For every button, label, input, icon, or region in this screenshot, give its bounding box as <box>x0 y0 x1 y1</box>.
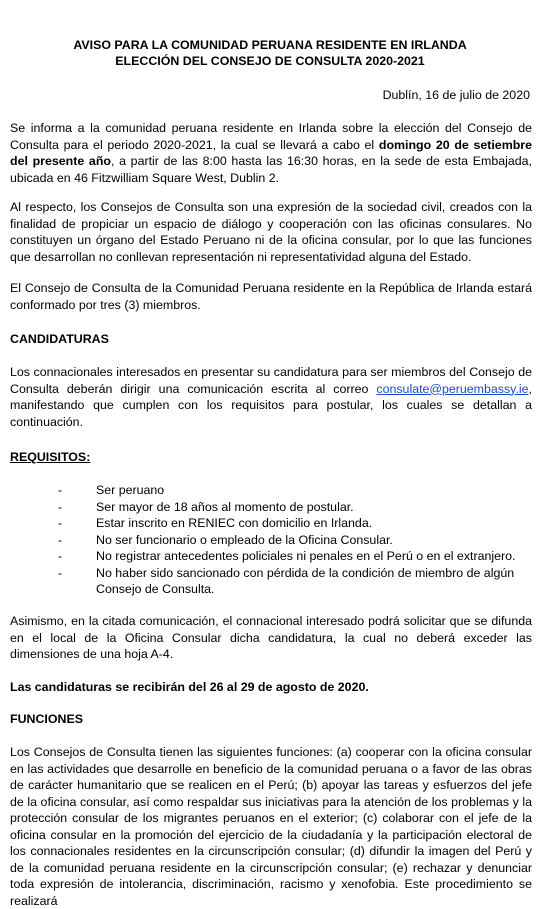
list-item: - Ser mayor de 18 años al momento de postular. <box>58 499 354 514</box>
list-item: - Ser peruano <box>58 483 165 497</box>
notice-subtitle: ELECCIÓN DEL CONSEJO DE CONSULTA 2020-2021 <box>115 54 425 68</box>
document-date: Dublín, 16 de julio de 2020 <box>382 88 530 102</box>
list-item: - No registrar antecedentes policiales ni penales en el Perú o en el extranjero. <box>58 549 516 563</box>
list-item: - No ser funcionario o empleado de la Oficina Consular. <box>58 532 393 547</box>
paragraph-intro: Se informa a la comunidad peruana residente en Irlanda sobre la elección del Consejo de Consulta para el periodo 2020-2021, la cual se llevará a cabo el domingo 20 de setiembre del presente año, a partir de las 8:00 hasta las 16:30 horas, en la sede de esta Embajada, ubicada en 46 Fitzwilliam Square West, Dublin 2. <box>10 121 532 185</box>
paragraph-candidaturas: Los connacionales interesados en presentar su candidatura para ser miembros del Consejo de Consulta deberán dirigir una comunicación escrita al correo consulate@peruembassy.ie, manifestando que cumplen con los requisitos para postular, los cuales se detallan a continuación. <box>10 365 532 429</box>
election-date-highlight: domingo 20 de setiembre del presente año <box>10 137 532 168</box>
requirements-list <box>10 482 530 598</box>
paragraph-funciones: Los Consejos de Consulta tienen las siguientes funciones: (a) cooperar con la oficina consular en las actividades que desarrolle en beneficio de la comunidad peruana o a favor de las obras de carácter humanitario que se realicen en el Perú; (b) apoyar las tareas y esfuerzos del jefe de la oficina consular, así como respaldar sus iniciativas para la atención de los problemas y la protección consular de los migrantes peruanos en el exterior; (c) colaborar con el jefe de la oficina consular en la promoción del ejercicio de la ciudadanía y la participación electoral de los connacionales residentes en la circunscripción consular; (d) difundir la imagen del Perú y de la comunidad peruana residente en la circunscripción consular; (e) rechazar y denunciar toda expresión de intolerancia, discriminación, racismo y xenofobia. Este procedimiento se realizará <box>10 745 532 908</box>
email-link[interactable]: consulate@peruembassy.ie <box>376 381 529 396</box>
list-item: - Estar inscrito en RENIEC con domicilio en Irlanda. <box>58 516 373 530</box>
heading-requisitos: REQUISITOS: <box>10 450 91 464</box>
list-item: - No haber sido sancionado con pérdida de la condición de miembro de algún Consejo de Consulta. <box>58 565 515 596</box>
paragraph-consejos-definition: Al respecto, los Consejos de Consulta son una expresión de la sociedad civil, creados con la finalidad de propiciar un espacio de diálogo y cooperación con las oficinas consulares. No constituyen un órgano del Estado Peruano ni de la oficina consular, por lo que las funciones que desarrollan no conllevan representación ni representatividad alguna del Estado. <box>10 200 532 264</box>
notice-title: AVISO PARA LA COMUNIDAD PERUANA RESIDENTE EN IRLANDA <box>73 38 467 52</box>
paragraph-members: El Consejo de Consulta de la Comunidad Peruana residente en la República de Irlanda estará conformado por tres (3) miembros. <box>10 281 532 312</box>
heading-candidaturas: CANDIDATURAS <box>10 332 109 346</box>
deadline-statement: Las candidaturas se recibirán del 26 al 29 de agosto de 2020. <box>10 680 369 694</box>
heading-funciones: FUNCIONES <box>10 712 83 726</box>
paragraph-difusion: Asimismo, en la citada comunicación, el connacional interesado podrá solicitar que se difunda en el local de la Oficina Consular dicha candidatura, la cual no deberá exceder las dimensiones de una hoja A-4. <box>10 614 532 661</box>
